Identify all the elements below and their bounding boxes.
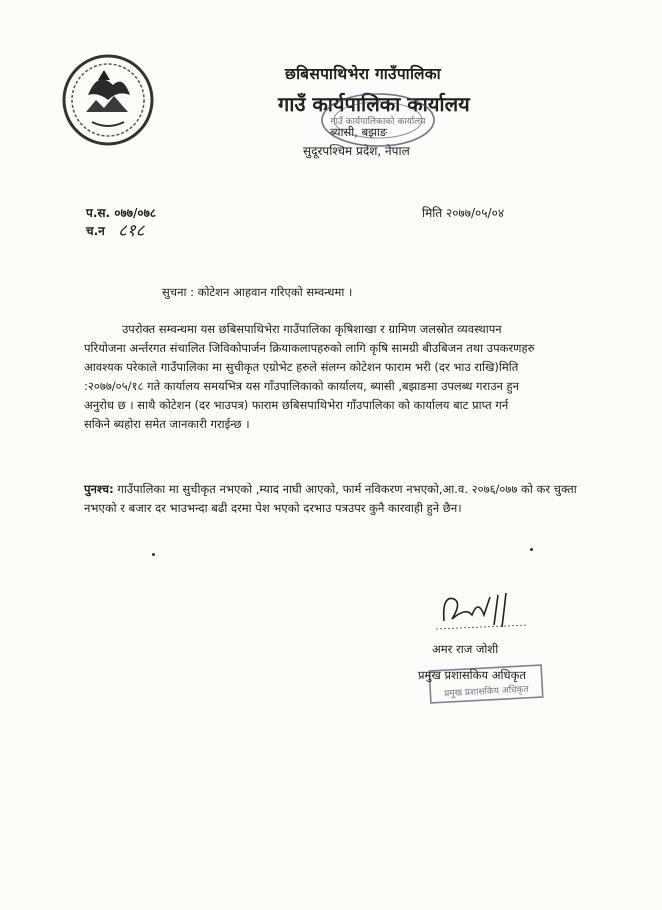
office-name: छबिसपाथिभेरा गाउँपालिका <box>285 65 441 83</box>
letter-body <box>84 320 612 434</box>
postscript-label: पुनश्च: <box>84 482 114 496</box>
letter-subject: सुचना : कोटेशन आहवान गरिएको सम्वन्धमा । <box>162 285 353 299</box>
office-title: गाउँ कार्यपालिका कार्यालय <box>278 92 470 116</box>
office-location: ब्यासी, बझाङ <box>330 125 388 139</box>
designation-stamp-text: प्रमुख प्रशासकिय अधिकृत <box>443 684 529 700</box>
body-line: आवश्यक परेकाले गाउँपालिका मा सुचीकृत एग्रोभेट हरुले संलग्न कोटेशन फाराम भरी (दर भाउ राखि)मिति <box>84 360 519 374</box>
body-line: सकिने ब्यहोरा समेत जानकारी गराईन्छ । <box>84 417 250 431</box>
seal-text: गाउँ कार्यपालिकाको कार्यालय <box>330 117 426 127</box>
body-line: :२०७७/०५/१८ गते कार्यालय समयभित्र यस गाँउपालिकाको कार्यालय, ब्यासी ,बझाङमा उपलब्ध गराउन हुन <box>84 379 520 393</box>
paper-speck <box>152 553 155 556</box>
letter-date: मिति २०७७/०५/०४ <box>422 206 505 220</box>
body-line: परियोजना अर्न्तरगत संचालित जिविकोपार्जन क्रियाकलापहरुको लागि कृषि सामग्री बीउबिजन तथा उपकरणहरु <box>84 341 535 355</box>
handwritten-signature <box>432 585 532 635</box>
office-province: सुदूरपश्चिम प्रदेश, नेपाल <box>303 144 410 158</box>
dispatch-label: च.न <box>86 224 105 238</box>
body-line: उपरोक्त सम्वन्धमा यस छबिसपाथिभेरा गाउँपालिका कृषिशाखा र ग्रामिण जलस्रोत व्यवस्थापन <box>122 322 502 336</box>
dispatch-number-handwritten: ८१८ <box>118 221 145 241</box>
paper-speck <box>530 548 533 551</box>
postscript-text: गाउँपालिका मा सुचीकृत नभएको ,म्याद नाघी आएको, फार्म नविकरण नभएको,आ.व. २०७६/०७७ को कर चुक्ता नभएको र बजार दर भाउभन्दा बढी दरमा पेश भएको दरभाउ पत्रउपर कुनै कारवाही हुने छैन। <box>84 482 577 515</box>
signatory-designation: प्रमुख प्रशासकिय अधिकृत <box>418 668 526 682</box>
signatory-name: अमर राज जोशी <box>432 642 499 656</box>
office-seal-stamp <box>318 90 438 150</box>
reference-number: प.स. ०७७/०७८ <box>86 206 157 220</box>
nepal-emblem-icon <box>58 50 158 150</box>
postscript <box>84 480 612 518</box>
body-line: अनुरोध छ । साथै कोटेशन (दर भाउपत्र) फाराम छबिसपाथिभेरा गाँउपालिका को कार्यालय बाट प्राप्त गर्न <box>84 398 509 412</box>
